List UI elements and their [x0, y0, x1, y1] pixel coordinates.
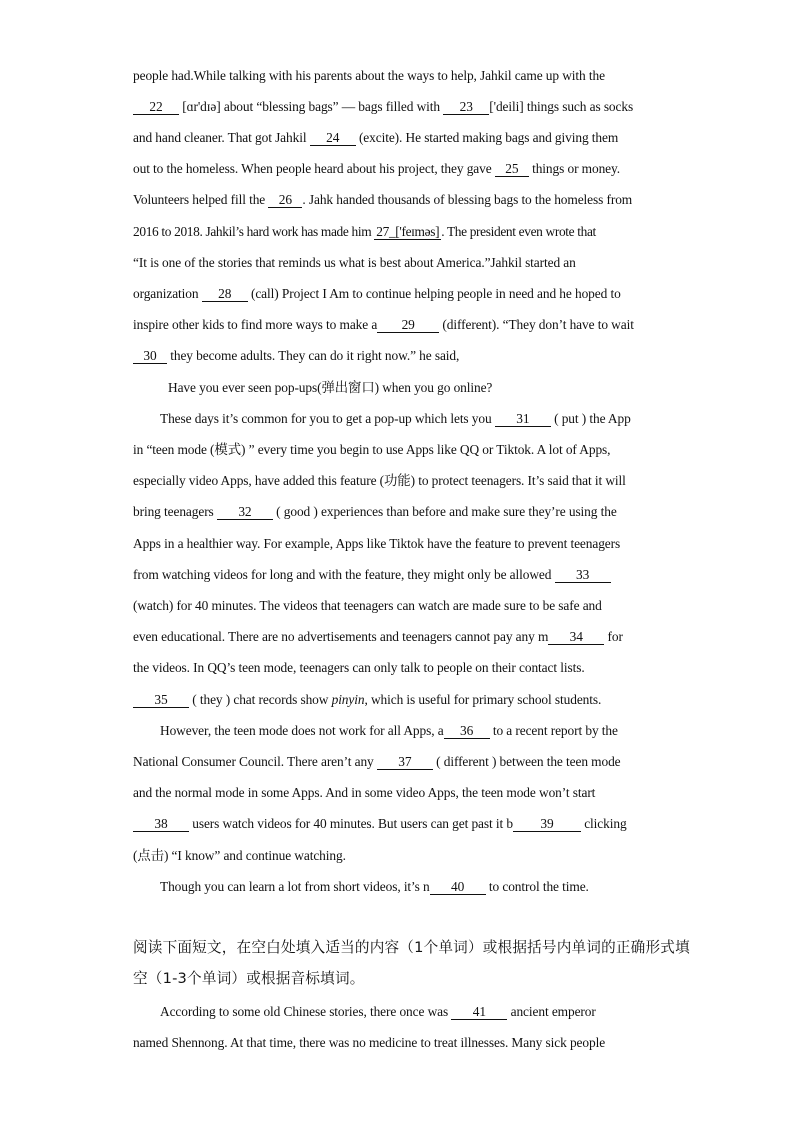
blank-23: 23	[443, 99, 489, 115]
blank-33: 33	[555, 567, 611, 583]
text: and the normal mode in some Apps. And in some video Apps, the teen mode won’t start	[133, 785, 596, 800]
text-line	[133, 253, 663, 273]
text: users watch videos for 40 minutes. But users can get past it b	[189, 816, 513, 831]
text: ancient emperor	[507, 1004, 596, 1019]
text-line	[133, 752, 663, 772]
text: (watch) for 40 minutes. The videos that teenagers can watch are made sure to be safe and	[133, 598, 602, 613]
blank-39: 39	[513, 816, 581, 832]
text-line	[133, 690, 663, 710]
text: especially video Apps, have added this feature (功能) to protect teenagers. It’s said that it will	[133, 473, 626, 488]
text: out to the homeless. When people heard about his project, they gave	[133, 161, 495, 176]
text-line	[133, 159, 663, 179]
instruction-line	[133, 969, 673, 989]
blank-27: 27_['feɪməs]	[376, 224, 440, 239]
blank-31: 31	[495, 411, 551, 427]
text: and hand cleaner. That got Jahkil	[133, 130, 310, 145]
blank-29: 29	[377, 317, 439, 333]
text: 空（1-3个单词）或根据音标填词。	[133, 970, 365, 987]
text: (点击) “I know” and continue watching.	[133, 848, 346, 863]
text: people had.While talking with his parents about the ways to help, Jahkil came up with the	[133, 68, 605, 83]
text-line	[133, 565, 663, 585]
text: to a recent report by the	[489, 723, 618, 738]
text: (call) Project I Am to continue helping people in need and he hoped to	[247, 286, 621, 301]
blank-37: 37	[377, 754, 433, 770]
blank-32: 32	[217, 504, 273, 520]
text: even educational. There are no advertisements and teenagers cannot pay any m	[133, 629, 549, 644]
text: National Consumer Council. There aren’t any	[133, 754, 377, 769]
instruction-line	[133, 938, 690, 958]
text: , which is useful for primary school students.	[364, 692, 602, 707]
text: Have you ever seen pop-ups(弹出窗口) when you go online?	[168, 380, 493, 395]
text-line	[133, 190, 663, 210]
text-line	[133, 97, 663, 117]
text: 2016 to 2018. Jahkil’s hard work has made him	[133, 224, 375, 239]
text: they become adults. They can do it right now.” he said,	[167, 348, 460, 363]
blank-35: 35	[133, 692, 189, 708]
text: Apps in a healthier way. For example, Apps like Tiktok have the feature to prevent teenagers	[133, 536, 621, 551]
text: ['deili] things such as socks	[489, 99, 634, 114]
text: ( they ) chat records show	[189, 692, 332, 707]
text-line	[133, 66, 663, 86]
text: from watching videos for long and with the feature, they might only be allowed	[133, 567, 555, 582]
text: the videos. In QQ’s teen mode, teenagers can only talk to people on their contact lists.	[133, 660, 585, 675]
text: (excite). He started making bags and giving them	[355, 130, 619, 145]
text: inspire other kids to find more ways to make a	[133, 317, 378, 332]
text: things or money.	[528, 161, 621, 176]
text-line	[133, 440, 663, 460]
text-line	[160, 721, 663, 741]
text: ( put ) the App	[550, 411, 631, 426]
blank-22: 22	[133, 99, 179, 115]
text-line	[133, 658, 663, 678]
text: According to some old Chinese stories, there once was	[160, 1004, 452, 1019]
text-line	[160, 877, 663, 897]
text: for	[604, 629, 623, 644]
text: Volunteers helped fill the	[133, 192, 269, 207]
text-line	[133, 627, 663, 647]
blank-26: 26	[268, 192, 302, 208]
text: bring teenagers	[133, 504, 217, 519]
text-line	[133, 346, 663, 366]
blank-28: 28	[202, 286, 248, 302]
passage-title	[168, 378, 698, 398]
blank-36: 36	[444, 723, 490, 739]
text-line	[133, 471, 663, 491]
pinyin-word: pinyin	[331, 692, 365, 707]
text-line	[133, 596, 663, 616]
text-line	[133, 534, 663, 554]
text: 阅读下面短文，在空白处填入适当的内容（1个单词）或根据括号内单词的正确形式填	[133, 939, 690, 956]
text: Though you can learn a lot from short videos, it’s n	[160, 879, 430, 894]
text-line	[133, 128, 663, 148]
text-line	[133, 783, 663, 803]
blank-38: 38	[133, 816, 189, 832]
blank-24: 24	[310, 130, 356, 146]
text-line	[160, 1002, 663, 1022]
text: to control the time.	[485, 879, 589, 894]
text: [ɑr'dɪə] about “blessing bags” — bags filled with	[179, 99, 444, 114]
text-line	[133, 222, 663, 242]
text: ( different ) between the teen mode	[432, 754, 621, 769]
text: (different). “They don’t have to wait	[439, 317, 634, 332]
blank-30: 30	[133, 348, 167, 364]
text-line	[133, 315, 663, 335]
text-line	[133, 284, 663, 304]
text-line	[133, 846, 663, 866]
blank-25: 25	[495, 161, 529, 177]
blank-34: 34	[548, 629, 604, 645]
text: These days it’s common for you to get a pop-up which lets you	[160, 411, 495, 426]
text: clicking	[580, 816, 627, 831]
text: . The president even wrote that	[441, 224, 596, 239]
text: However, the teen mode does not work for all Apps, a	[160, 723, 444, 738]
text-line	[160, 409, 663, 429]
blank-41: 41	[451, 1004, 507, 1020]
text: in “teen mode (模式) ” every time you begin to use Apps like QQ or Tiktok. A lot of Apps,	[133, 442, 611, 457]
text: ( good ) experiences than before and make sure they’re using the	[272, 504, 617, 519]
text: organization	[133, 286, 202, 301]
text: “It is one of the stories that reminds us what is best about America.”Jahkil started an	[133, 255, 576, 270]
text-line	[133, 814, 663, 834]
text-line	[133, 502, 663, 522]
text-line	[133, 1033, 663, 1053]
text: . Jahk handed thousands of blessing bags to the homeless from	[302, 192, 633, 207]
text: named Shennong. At that time, there was no medicine to treat illnesses. Many sick people	[133, 1035, 606, 1050]
blank-40: 40	[430, 879, 486, 895]
